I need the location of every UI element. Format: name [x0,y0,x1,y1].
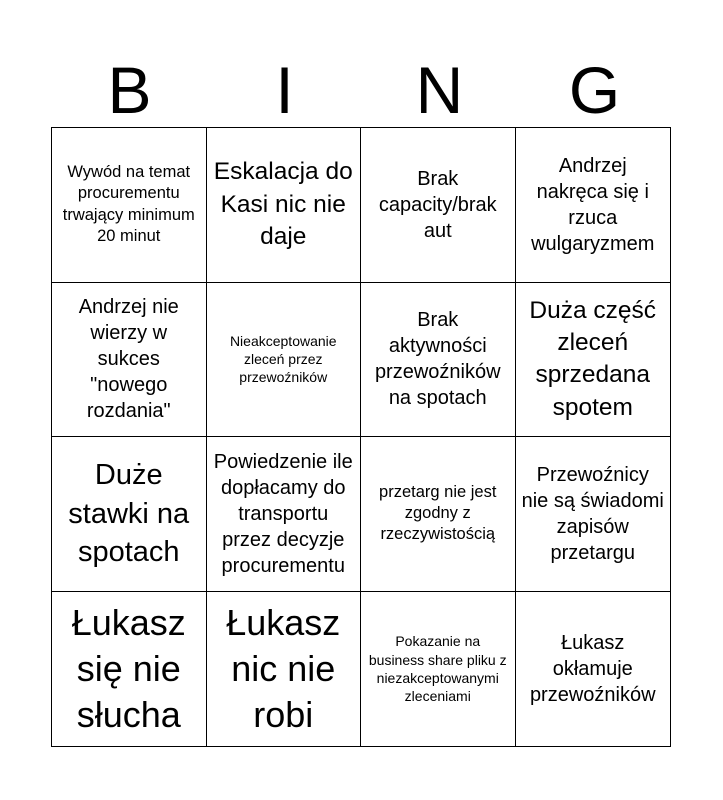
bingo-cell[interactable] [207,437,362,592]
bingo-header [52,53,672,127]
bingo-cell[interactable] [207,592,362,747]
bingo-cell-text: Pokazanie na business share pliku z niezakceptowanymi zleceniami [368,633,507,704]
bingo-cell-text: Nieakceptowanie zleceń przez przewoźników [229,332,337,386]
bingo-board [51,127,671,747]
bingo-cell[interactable] [516,283,671,438]
header-letter-n: N [415,53,464,127]
header-letter-i: I [275,53,294,127]
bingo-cell-text: Wywód na temat procurementu trwający minimum 20 minut [62,162,195,246]
bingo-cell-text: Łukasz nic nie robi [226,601,341,735]
bingo-cell-text: Andrzej nie wierzy w sukces "nowego rozdania" [78,296,179,423]
bingo-cell[interactable] [207,283,362,438]
bingo-cell-text: Brak capacity/brak aut [378,167,497,242]
bingo-cell-text: Łukasz się nie słucha [71,601,186,735]
bingo-cell[interactable] [52,128,207,283]
bingo-cell-text: Andrzej nakręca się i rzuca wulgaryzmem [531,154,655,255]
bingo-cell[interactable] [516,437,671,592]
bingo-cell[interactable] [361,128,516,283]
bingo-cell[interactable] [361,592,516,747]
header-letter-g: G [568,53,621,127]
bingo-cell-text: Łukasz okłamuje przewoźników [529,631,656,706]
bingo-cell-text: Powiedzenie ile dopłacamy do transportu przez decyzje procurementu [213,450,353,577]
bingo-cell[interactable] [52,283,207,438]
bingo-cell-text: Eskalacja do Kasi nic nie daje [213,158,353,250]
bingo-cell-text: Duża część zleceń sprzedana spotem [529,296,657,421]
bingo-cell[interactable] [361,283,516,438]
bingo-cell-text: Brak aktywności przewoźników na spotach [374,309,501,410]
bingo-cell[interactable] [361,437,516,592]
bingo-cell[interactable] [516,592,671,747]
bingo-cell[interactable] [516,128,671,283]
bingo-cell-text: Duże stawki na spotach [68,459,190,568]
bingo-cell-text: przetarg nie jest zgodny z rzeczywistością [379,482,497,544]
bingo-cell[interactable] [52,437,207,592]
bingo-cell[interactable] [207,128,362,283]
header-letter-b: B [107,53,152,127]
bingo-cell[interactable] [52,592,207,747]
bingo-cell-text: Przewoźnicy nie są świadomi zapisów przetargu [521,463,664,564]
